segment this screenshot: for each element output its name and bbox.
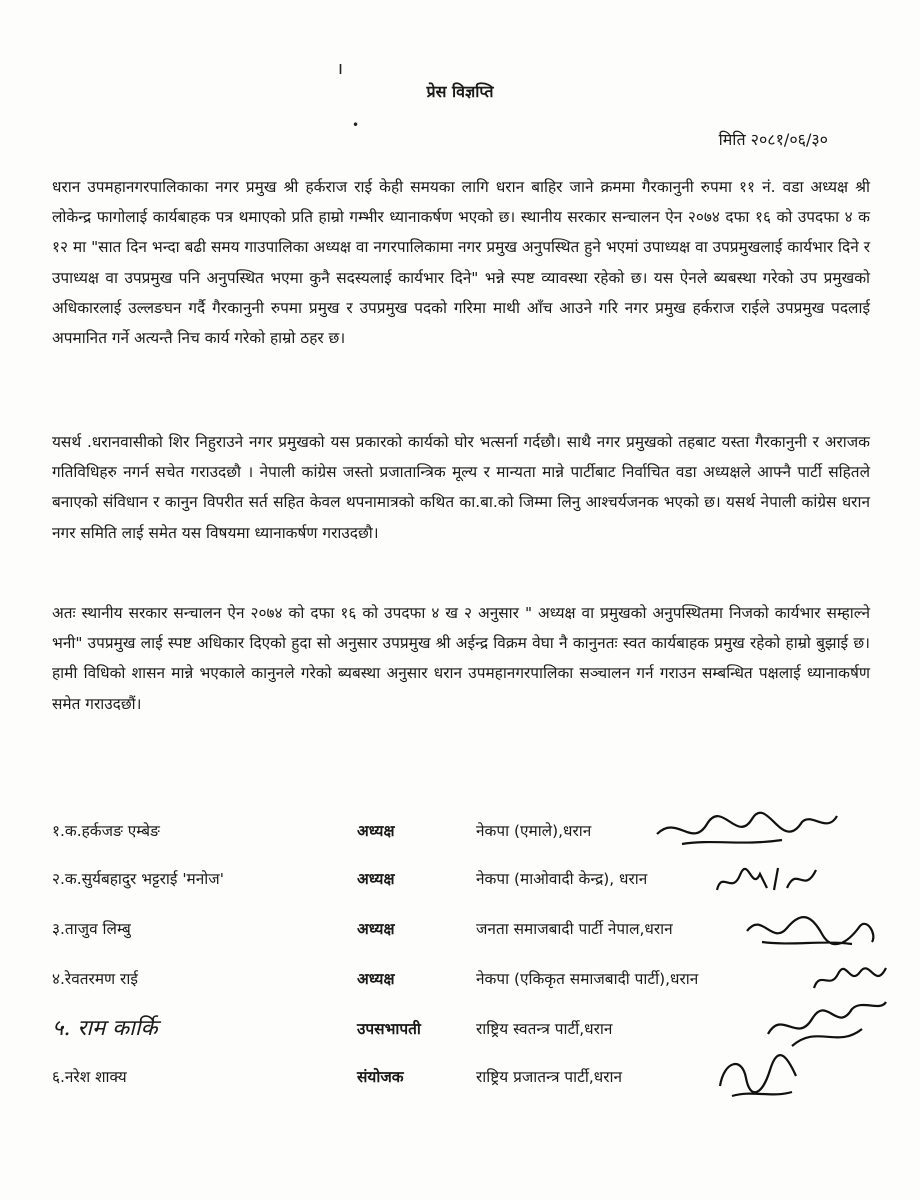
signature-scribble (762, 994, 892, 1052)
signatory-row (52, 1060, 892, 1100)
signatory-party: नेकपा (एकिकृत समाजबादी पार्टी),धरान (476, 970, 699, 988)
signature-scribble (742, 906, 882, 950)
signatory-position: संयोजक (357, 1068, 404, 1086)
paragraph-1: धरान उपमहानगरपालिकाका नगर प्रमुख श्री हर्कराज राई केही समयका लागि धरान बाहिर जाने क्रममा गैरकानुनी रुपमा ११ नं. वडा अध्यक्ष श्री लोकेन्द्र फागोलाई कार्यबाहक पत्र थमाएको प्रति हाम्रो गम्भीर ध्यानाकर्षण भएको छ। स्थानीय सरकार सन्चालन ऐन २०७४ दफा १६ को उपदफा ४ क १२ मा "सात दिन भन्दा बढी समय गाउपालिका अध्यक्ष वा नगरपालिकामा नगर प्रमुख अनुपस्थित हुने भएमां उपाध्यक्ष वा उपप्रमुखलाई कार्यभार दिने र उपाध्यक्ष वा उपप्रमुख पनि अनुपस्थित भएमा कुनै सदस्यलाई कार्यभार दिने" भन्ने स्पष्ट व्यावस्था रहेको छ। यस ऐनले ब्यबस्था गरेको उप प्रमुखको अधिकारलाई उल्लङघन गर्दै गैरकानुनी रुपमा प्रमुख र उपप्रमुख पदको गरिमा माथी आँच आउने गरि नगर प्रमुख हर्कराज राईले उपप्रमुख पदलाई अपमानित गर्ने अत्यन्तै निच कार्य गरेको हाम्रो ठहर छ। (52, 178, 870, 348)
signatory-name: ३.ताजुव लिम्बु (52, 920, 131, 938)
signatory-name: १.क.हर्कजङ एम्बेङ (52, 822, 160, 840)
signatory-position: अध्यक्ष (357, 920, 395, 938)
signature-scribble (712, 1046, 802, 1102)
paragraph-2: यसर्थ .धरानवासीको शिर निहुराउने नगर प्रमुखको यस प्रकारको कार्यको घोर भत्सर्ना गर्दछौ। साथै नगर प्रमुखको तहबाट यस्ता गैरकानुनी र अराजक गतिविधिहरु नगर्न सचेत गराउदछौ । नेपाली कांग्रेस जस्तो प्रजातान्त्रिक मूल्य र मान्यता मान्ने पार्टीबाट निर्वाचित वडा अध्यक्षले आफ्नै पार्टी सहितले बनाएको संविधान र कानुन विपरीत सर्त सहित केवल थपनामात्रको कथित का.बा.को जिम्मा लिनु आश्चर्यजनक भएको छ। यसर्थ नेपाली कांग्रेस धरान नगर समिति लाई समेत यस विषयमा ध्यानाकर्षण गराउदछौ। (52, 433, 870, 542)
ink-speck: ı (338, 58, 344, 79)
paragraph-3: अतः स्थानीय सरकार सन्चालन ऐन २०७४ को दफा १६ को उपदफा ४ ख २ अनुसार " अध्यक्ष वा प्रमुखको अनुपस्थितमा निजको कार्यभार सम्हाल्ने भनी" उपप्रमुख लाई स्पष्ट अधिकार दिएको हुदा सो अनुसार उपप्रमुख श्री अईन्द्र विक्रम वेघा नै कानुनतः स्वत कार्यबाहक प्रमुख रहेको हाम्रो बुझाई छ। हामी विधिको शासन मान्ने भएकाले कानुनले गरेको ब्यबस्था अनुसार धरान उपमहानगरपालिका सञ्चालन गर्न गराउन सम्बन्धित पक्षलाई ध्यानाकर्षण समेत गराउदछौं। (52, 604, 870, 713)
signatory-party: राष्ट्रिय स्वतन्त्र पार्टी,धरान (476, 1020, 613, 1038)
document-title: प्रेस विज्ञप्ति (426, 82, 494, 101)
signature-scribble (712, 860, 822, 900)
signatory-party: राष्ट्रिय प्रजातन्त्र पार्टी,धरान (476, 1068, 623, 1086)
signature-scribble (810, 960, 890, 996)
signatory-position: उपसभापती (357, 1020, 421, 1038)
signatory-position: अध्यक्ष (357, 870, 395, 888)
signatory-party: नेकपा (एमाले),धरान (476, 822, 592, 840)
signatory-name: ६.नरेश शाक्य (52, 1068, 127, 1086)
signature-scribble (652, 804, 842, 864)
signatory-name: २.क.सुर्यबहादुर भट्टराई 'मनोज' (52, 870, 224, 888)
signatory-row (52, 814, 892, 854)
signatory-row (52, 912, 892, 952)
signatory-position: अध्यक्ष (357, 970, 395, 988)
signatory-party: जनता समाजबादी पार्टी नेपाल,धरान (476, 920, 673, 938)
signatory-row (52, 862, 892, 902)
signatory-position: अध्यक्ष (357, 822, 395, 840)
ink-speck: • (352, 118, 360, 132)
signatory-name: ४.रेवतरमण राई (52, 970, 138, 988)
document-date: मिति २०८१/०६/३० (718, 130, 828, 149)
signatory-party: नेकपा (माओवादी केन्द्र), धरान (476, 870, 648, 888)
signatory-name: ५. राम कार्कि (52, 1016, 158, 1041)
